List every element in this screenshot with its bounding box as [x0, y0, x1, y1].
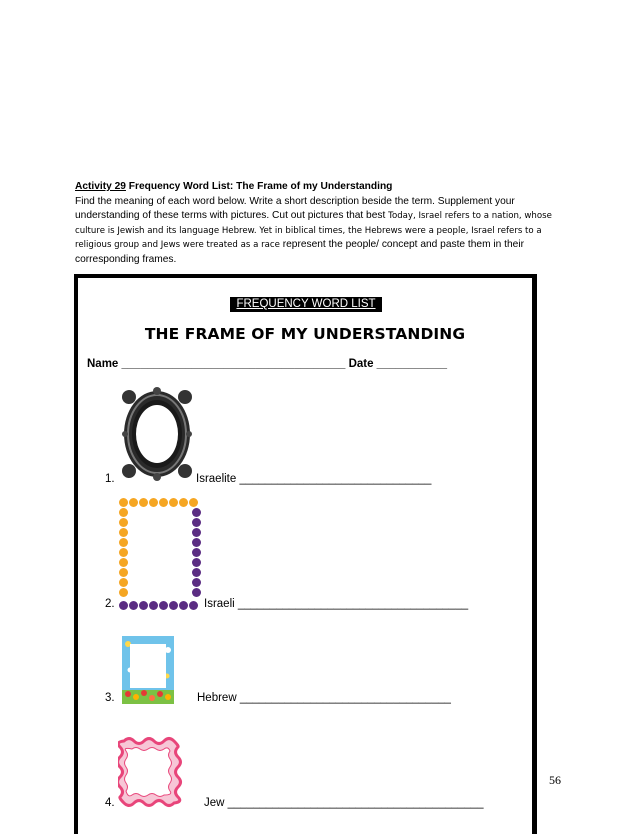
page-number: 56	[549, 773, 561, 787]
activity-label: Activity 29	[75, 181, 126, 192]
activity-instructions	[75, 180, 575, 268]
term-hebrew: Hebrew _________________________________	[197, 692, 451, 704]
term-israelite: Israelite ______________________________	[196, 473, 432, 485]
banner: FREQUENCY WORD LIST	[230, 297, 382, 312]
inserted-note: Today, Israel refers to a nation, whose culture is Jewish and its language Hebrew. Yet in biblical times, the Hebrews were a people, Israel refers to a religious group and Jews were treated as a race	[75, 211, 552, 251]
instructions-text-1: Find the meaning of each word below. Write a short description beside the term. Supplement your understanding of these terms with pictures. Cut out pictures that best	[75, 195, 515, 222]
term-jew: Jew ________________________________________	[204, 797, 484, 809]
item-number: 1.	[105, 473, 115, 485]
instructions-text-2: represent the people/ concept and paste them in their corresponding frames.	[75, 239, 524, 265]
item-number: 2.	[105, 598, 115, 610]
floral-picture-frame-icon	[122, 636, 174, 704]
ornate-oval-frame-icon	[121, 387, 193, 481]
dotted-border-frame-icon	[118, 497, 202, 611]
worksheet-title: THE FRAME OF MY UNDERSTANDING	[144, 325, 466, 343]
name-date-line: Name ___________________________________ Date ___________	[87, 358, 448, 370]
term-israeli: Israeli ____________________________________	[204, 598, 469, 610]
item-number: 4.	[105, 797, 115, 809]
wavy-pink-frame-icon	[118, 735, 184, 809]
item-number: 3.	[105, 692, 115, 704]
activity-heading: Frequency Word List: The Frame of my Understanding	[125, 181, 393, 192]
